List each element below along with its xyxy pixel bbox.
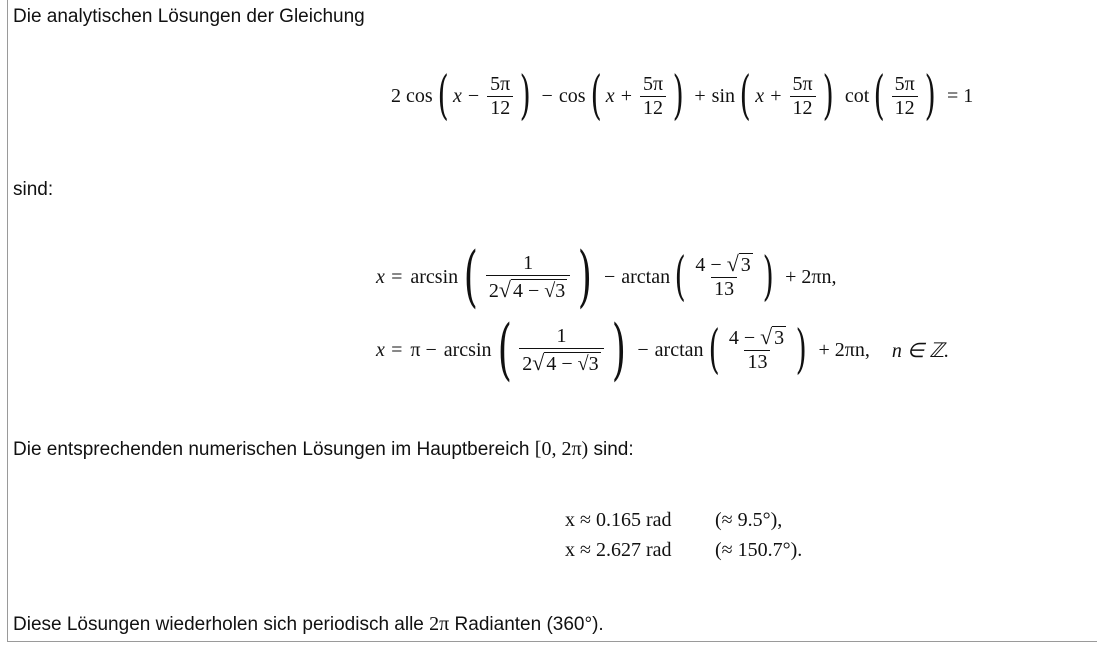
paren-open: ( — [463, 238, 479, 315]
eq-2cos: 2 cos — [391, 84, 433, 107]
numeric-intro: Die entsprechenden numerischen Lösungen im Hauptbereich [0, 2π) sind: — [13, 438, 634, 460]
fraction-4-minus-root3-over-13: 4 − √ 3 13 — [695, 251, 751, 300]
paren-open: ( — [437, 66, 449, 126]
fraction-5pi-12: $\frac{5\pi}{12}$ — [789, 73, 815, 120]
paren-open: ( — [674, 247, 686, 307]
paren-open: ( — [708, 320, 720, 380]
eq-minus: − — [541, 84, 553, 107]
sol-n-in-z: n ∈ ℤ. — [891, 339, 950, 362]
eq-x: x — [755, 84, 765, 107]
paren-open: ( — [497, 311, 512, 388]
numeric-solution-1 — [565, 509, 782, 532]
eq-plus: + — [770, 84, 782, 107]
sol-arcsin: arcsin — [443, 338, 492, 361]
paren-open: ( — [590, 66, 602, 126]
eq-plus: + — [694, 84, 706, 107]
sol-x-eq: x = — [376, 265, 404, 288]
eq-sin: sin — [711, 84, 735, 107]
numeric-value: x ≈ 2.627 rad — [565, 539, 672, 561]
sol-arctan: arctan — [621, 265, 671, 288]
paren-close: ) — [578, 238, 593, 315]
sol-arcsin: arcsin — [410, 265, 459, 288]
eq-x: x — [605, 84, 615, 107]
solution-line-2: x = π − arcsin ( 1 2 √ 4 − √3 ) − arctan ( 4 − √ 3 13 ) + 2πn, n ∈ ℤ. — [376, 311, 950, 388]
content-panel — [7, 0, 1097, 642]
eq-minus: − — [467, 84, 480, 107]
paren-close: ) — [762, 247, 774, 307]
sol-arctan: arctan — [654, 338, 704, 361]
main-equation — [391, 66, 974, 126]
sol-pi-minus: π − — [410, 338, 437, 361]
interval: [0, 2π) — [534, 438, 589, 460]
numeric-solution-2 — [565, 539, 802, 562]
eq-equals-one: = 1 — [947, 84, 974, 107]
fraction-4-minus-root3-over-13: 4 − √ 3 13 — [728, 324, 785, 373]
paren-close: ) — [519, 66, 531, 126]
eq-cot: cot — [844, 84, 870, 107]
sol-plus-2pin: + 2πn, — [785, 265, 837, 288]
numeric-degrees: (≈ 9.5°), — [715, 509, 783, 531]
paren-close: ) — [924, 66, 936, 126]
fraction-1-over-root: 1 2 √ 4 − √3 — [486, 252, 570, 303]
solution-line-1: x = arcsin ( 1 2 √ 4 − √3 ) − arctan ( 4 − √ 3 13 ) + 2πn, — [376, 238, 837, 315]
numeric-degrees: (≈ 150.7°). — [715, 539, 803, 561]
fraction-5pi-12: $\frac{5\pi}{12}$ — [487, 73, 513, 120]
intro-text: Die analytischen Lösungen der Gleichung — [13, 6, 365, 27]
eq-plus: + — [620, 84, 632, 107]
fraction-5pi-12: $\frac{5\pi}{12}$ — [892, 73, 918, 120]
paren-close: ) — [611, 311, 626, 388]
paren-close: ) — [822, 66, 834, 126]
sol-plus-2pin: + 2πn, — [818, 338, 870, 361]
paren-open: ( — [873, 66, 886, 126]
sol-x-eq: x = — [376, 338, 404, 361]
paren-open: ( — [739, 66, 751, 126]
eq-cos: cos — [558, 84, 586, 107]
numeric-value: x ≈ 0.165 rad — [565, 509, 672, 531]
fraction-5pi-12: $\frac{5\pi}{12}$ — [640, 73, 666, 120]
paren-close: ) — [672, 66, 684, 126]
footer-2pi: 2π — [429, 613, 450, 635]
sind-text: sind: — [13, 179, 54, 200]
paren-close: ) — [795, 320, 807, 380]
footer-text: Diese Lösungen wiederholen sich periodisch alle 2π Radianten (360°). — [13, 613, 604, 635]
fraction-1-over-root: 1 2 √ 4 − √3 — [519, 325, 603, 376]
eq-x: x — [452, 84, 462, 107]
